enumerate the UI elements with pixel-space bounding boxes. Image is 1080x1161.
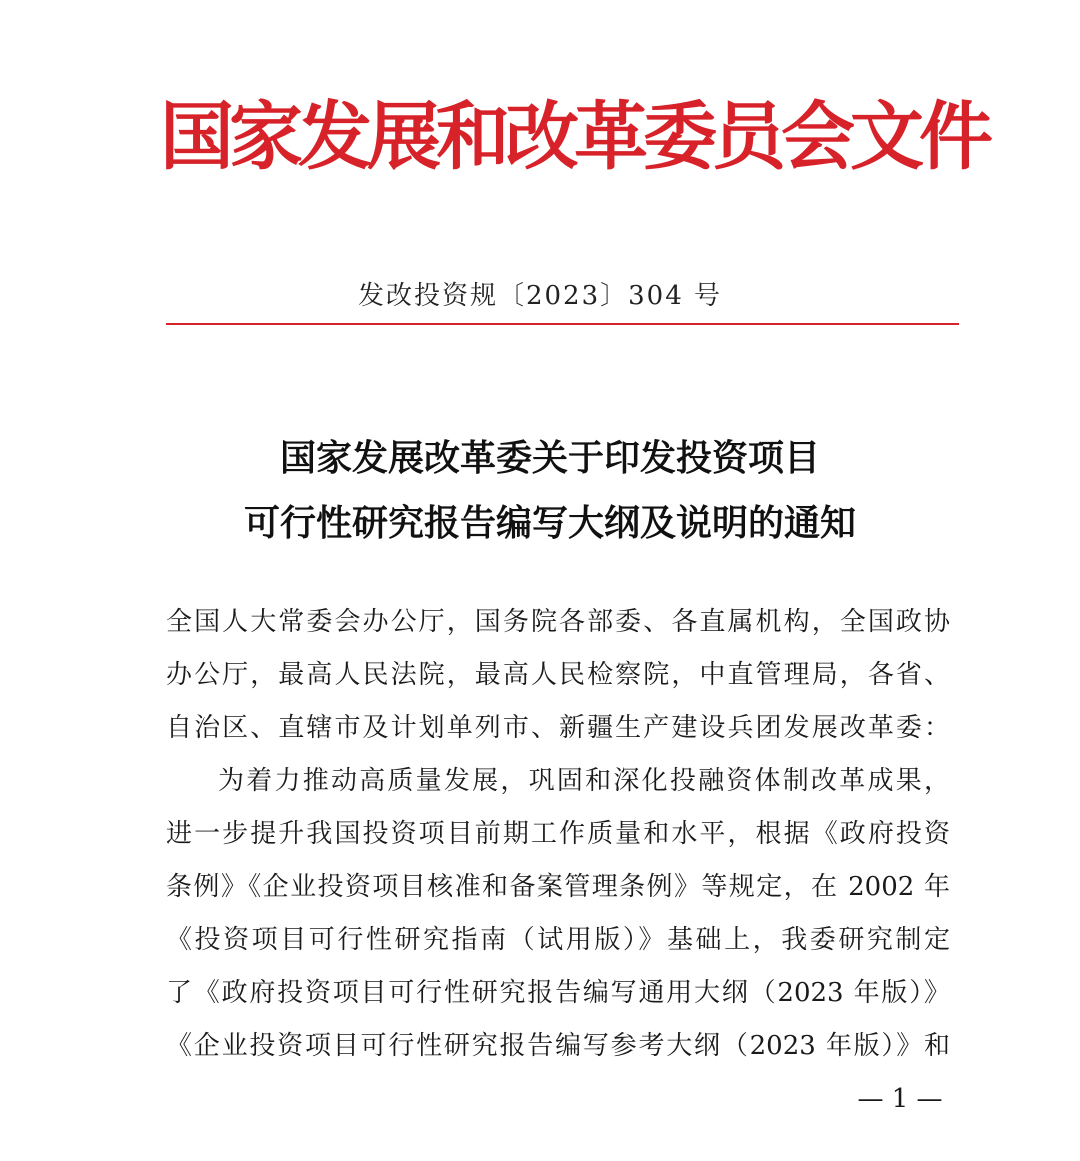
paragraph-line-3: 条例》《企业投资项目核准和备案管理条例》等规定，在 2002 年	[166, 872, 950, 902]
paragraph-line-4: 《投资项目可行性研究指南（试用版）》基础上，我委研究制定	[166, 925, 950, 955]
agency-header-title: 国家发展和改革委员会文件	[160, 94, 988, 180]
paragraph-line-2: 进一步提升我国投资项目前期工作质量和水平，根据《政府投资	[166, 819, 950, 849]
addressee-line-1: 全国人大常委会办公厅，国务院各部委、各直属机构，全国政协	[166, 607, 950, 637]
paragraph-line-5: 了《政府投资项目可行性研究报告编写通用大纲（2023 年版）》	[166, 978, 950, 1008]
notice-title-line-1: 国家发展改革委关于印发投资项目	[279, 437, 820, 479]
paragraph-line-6: 《企业投资项目可行性研究报告编写参考大纲（2023 年版）》和	[166, 1031, 950, 1061]
addressee-line-2: 办公厅，最高人民法院，最高人民检察院，中直管理局，各省、	[166, 660, 950, 690]
notice-title-line-2: 可行性研究报告编写大纲及说明的通知	[243, 502, 856, 544]
red-divider	[166, 323, 959, 325]
paragraph-line-1: 为着力推动高质量发展，巩固和深化投融资体制改革成果，	[218, 766, 950, 796]
page-number: — 1 —	[857, 1084, 943, 1114]
document-number: 发改投资规〔2023〕304 号	[357, 281, 723, 311]
addressee-line-3: 自治区、直辖市及计划单列市、新疆生产建设兵团发展改革委：	[166, 713, 950, 743]
